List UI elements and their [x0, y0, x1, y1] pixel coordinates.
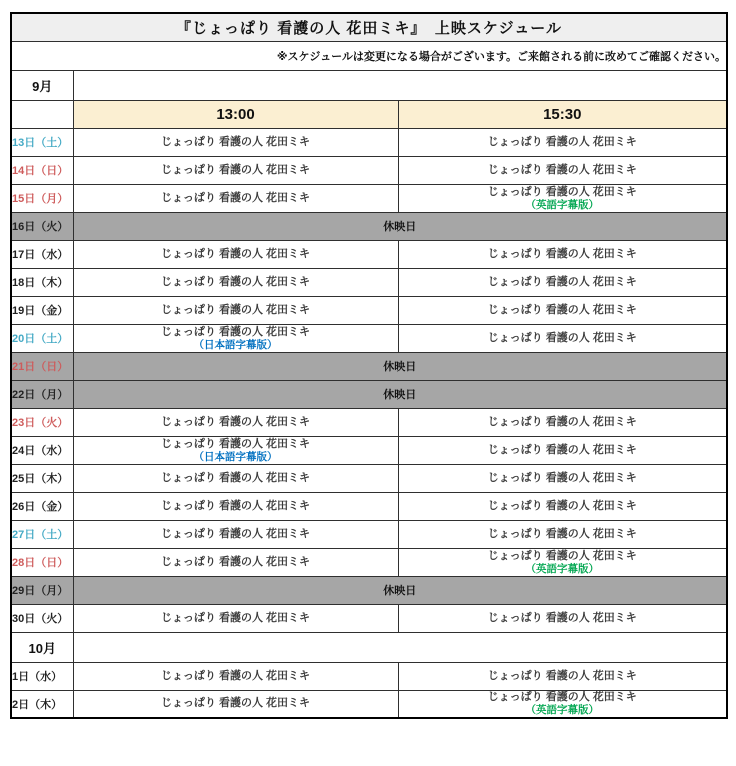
schedule-row: [11, 492, 727, 520]
date-cell: 21日（日）: [11, 352, 73, 380]
schedule-row: [11, 268, 727, 296]
month-spacer: [73, 70, 727, 100]
film-title-text: じょっぱり 看護の人 花田ミキ: [160, 275, 311, 288]
showtime-cell: [73, 128, 398, 156]
date-cell: 17日（水）: [11, 240, 73, 268]
film-title-text: じょっぱり 看護の人 花田ミキ: [487, 135, 637, 148]
film-title-text: じょっぱり 看護の人 花田ミキ: [487, 611, 637, 624]
schedule-row: [11, 690, 727, 718]
showtime-cell: [398, 464, 727, 492]
schedule-title: 『じょっぱり 看護の人 花田ミキ』 上映スケジュール: [11, 13, 727, 41]
showtime-cell: [398, 690, 727, 718]
subtitle-version-note: （英語字幕版）: [525, 198, 599, 211]
showtime-cell: [398, 156, 727, 184]
time-header-corner: [11, 100, 73, 128]
schedule-notice: ※スケジュールは変更になる場合がございます。ご来館される前に改めてご確認ください。: [11, 41, 727, 70]
month-row: [11, 632, 727, 662]
showtime-cell: [398, 408, 727, 436]
date-cell: 29日（月）: [11, 576, 73, 604]
time-header-row: [11, 100, 727, 128]
film-title-text: じょっぱり 看護の人 花田ミキ: [487, 669, 637, 682]
date-cell: 18日（木）: [11, 268, 73, 296]
closed-day-cell: 休映日: [73, 212, 727, 240]
film-title-text: じょっぱり 看護の人 花田ミキ: [487, 415, 637, 428]
showtime-cell: [73, 436, 398, 464]
time-header-1300: 13:00: [73, 100, 398, 128]
film-title-text: じょっぱり 看護の人 花田ミキ: [160, 325, 311, 338]
subtitle-version-note: （英語字幕版）: [525, 704, 599, 717]
showtime-cell: [73, 184, 398, 212]
film-title-text: じょっぱり 看護の人 花田ミキ: [487, 471, 637, 484]
showtime-cell: [73, 268, 398, 296]
month-spacer: [73, 632, 727, 662]
date-cell: 20日（土）: [11, 324, 73, 352]
film-title-text: じょっぱり 看護の人 花田ミキ: [487, 691, 637, 704]
film-title-text: じょっぱり 看護の人 花田ミキ: [160, 163, 311, 176]
film-title-text: じょっぱり 看護の人 花田ミキ: [487, 163, 637, 176]
title-row: [11, 13, 727, 41]
film-title-text: じょっぱり 看護の人 花田ミキ: [160, 191, 311, 204]
film-title-text: じょっぱり 看護の人 花田ミキ: [160, 611, 311, 624]
film-title-text: じょっぱり 看護の人 花田ミキ: [160, 669, 311, 682]
closed-day-cell: 休映日: [73, 352, 727, 380]
showtime-cell: [398, 436, 727, 464]
subtitle-version-note: （日本語字幕版）: [193, 450, 278, 463]
schedule-row: [11, 296, 727, 324]
showtime-cell: [73, 520, 398, 548]
film-title-text: じょっぱり 看護の人 花田ミキ: [160, 247, 311, 260]
date-cell: 22日（月）: [11, 380, 73, 408]
notice-row: [11, 41, 727, 70]
film-title-text: じょっぱり 看護の人 花田ミキ: [487, 247, 637, 260]
showtime-cell: [398, 268, 727, 296]
closed-day-cell: 休映日: [73, 576, 727, 604]
film-title-text: じょっぱり 看護の人 花田ミキ: [160, 437, 311, 450]
schedule-row: [11, 662, 727, 690]
showtime-cell: [73, 464, 398, 492]
date-cell: 16日（火）: [11, 212, 73, 240]
date-cell: 13日（土）: [11, 128, 73, 156]
showtime-cell: [73, 408, 398, 436]
showtime-cell: [73, 548, 398, 576]
schedule-row: [11, 520, 727, 548]
schedule-row: [11, 156, 727, 184]
film-title-text: じょっぱり 看護の人 花田ミキ: [160, 499, 311, 512]
closed-row: [11, 380, 727, 408]
showtime-cell: [398, 296, 727, 324]
showtime-cell: [73, 240, 398, 268]
date-cell: 26日（金）: [11, 492, 73, 520]
showtime-cell: [398, 240, 727, 268]
showtime-cell: [398, 604, 727, 632]
showtime-cell: [73, 296, 398, 324]
film-title-text: じょっぱり 看護の人 花田ミキ: [487, 549, 637, 562]
schedule-row: [11, 240, 727, 268]
date-cell: 14日（日）: [11, 156, 73, 184]
date-cell: 15日（月）: [11, 184, 73, 212]
showtime-cell: [398, 492, 727, 520]
film-title-text: じょっぱり 看護の人 花田ミキ: [160, 527, 311, 540]
showtime-cell: [73, 492, 398, 520]
date-cell: 2日（木）: [11, 690, 73, 718]
showtime-cell: [73, 690, 398, 718]
date-cell: 28日（日）: [11, 548, 73, 576]
showtime-cell: [398, 520, 727, 548]
showtime-cell: [398, 662, 727, 690]
showtime-cell: [398, 324, 727, 352]
subtitle-version-note: （日本語字幕版）: [193, 338, 278, 351]
schedule-row: [11, 464, 727, 492]
film-title-text: じょっぱり 看護の人 花田ミキ: [487, 499, 637, 512]
showtime-cell: [398, 184, 727, 212]
film-title-text: じょっぱり 看護の人 花田ミキ: [487, 275, 637, 288]
date-cell: 27日（土）: [11, 520, 73, 548]
closed-row: [11, 576, 727, 604]
film-title-text: じょっぱり 看護の人 花田ミキ: [487, 527, 637, 540]
film-title-text: じょっぱり 看護の人 花田ミキ: [160, 135, 311, 148]
schedule-row: [11, 128, 727, 156]
date-cell: 25日（木）: [11, 464, 73, 492]
film-title-text: じょっぱり 看護の人 花田ミキ: [160, 303, 311, 316]
schedule-row: [11, 408, 727, 436]
subtitle-version-note: （英語字幕版）: [525, 562, 599, 575]
showtime-cell: [398, 128, 727, 156]
film-title-text: じょっぱり 看護の人 花田ミキ: [487, 443, 637, 456]
schedule-row: [11, 436, 727, 464]
showtime-cell: [398, 548, 727, 576]
date-cell: 24日（水）: [11, 436, 73, 464]
film-title-text: じょっぱり 看護の人 花田ミキ: [160, 697, 311, 710]
showtime-cell: [73, 156, 398, 184]
month-label: 10月: [11, 632, 73, 662]
showtime-cell: [73, 324, 398, 352]
film-title-text: じょっぱり 看護の人 花田ミキ: [487, 303, 637, 316]
film-title-text: じょっぱり 看護の人 花田ミキ: [487, 331, 637, 344]
closed-row: [11, 352, 727, 380]
date-cell: 19日（金）: [11, 296, 73, 324]
schedule-row: [11, 184, 727, 212]
date-cell: 1日（水）: [11, 662, 73, 690]
film-title-text: じょっぱり 看護の人 花田ミキ: [160, 471, 311, 484]
film-title-text: じょっぱり 看護の人 花田ミキ: [160, 415, 311, 428]
date-cell: 30日（火）: [11, 604, 73, 632]
closed-row: [11, 212, 727, 240]
month-label: 9月: [11, 70, 73, 100]
schedule-row: [11, 548, 727, 576]
film-title-text: じょっぱり 看護の人 花田ミキ: [487, 185, 637, 198]
film-title-text: じょっぱり 看護の人 花田ミキ: [160, 555, 311, 568]
date-cell: 23日（火）: [11, 408, 73, 436]
closed-day-cell: 休映日: [73, 380, 727, 408]
time-header-1530: 15:30: [398, 100, 727, 128]
schedule-row: [11, 324, 727, 352]
showtime-cell: [73, 604, 398, 632]
schedule-row: [11, 604, 727, 632]
schedule-body: [11, 13, 727, 718]
screening-schedule-table: [10, 12, 728, 719]
showtime-cell: [73, 662, 398, 690]
month-row: [11, 70, 727, 100]
